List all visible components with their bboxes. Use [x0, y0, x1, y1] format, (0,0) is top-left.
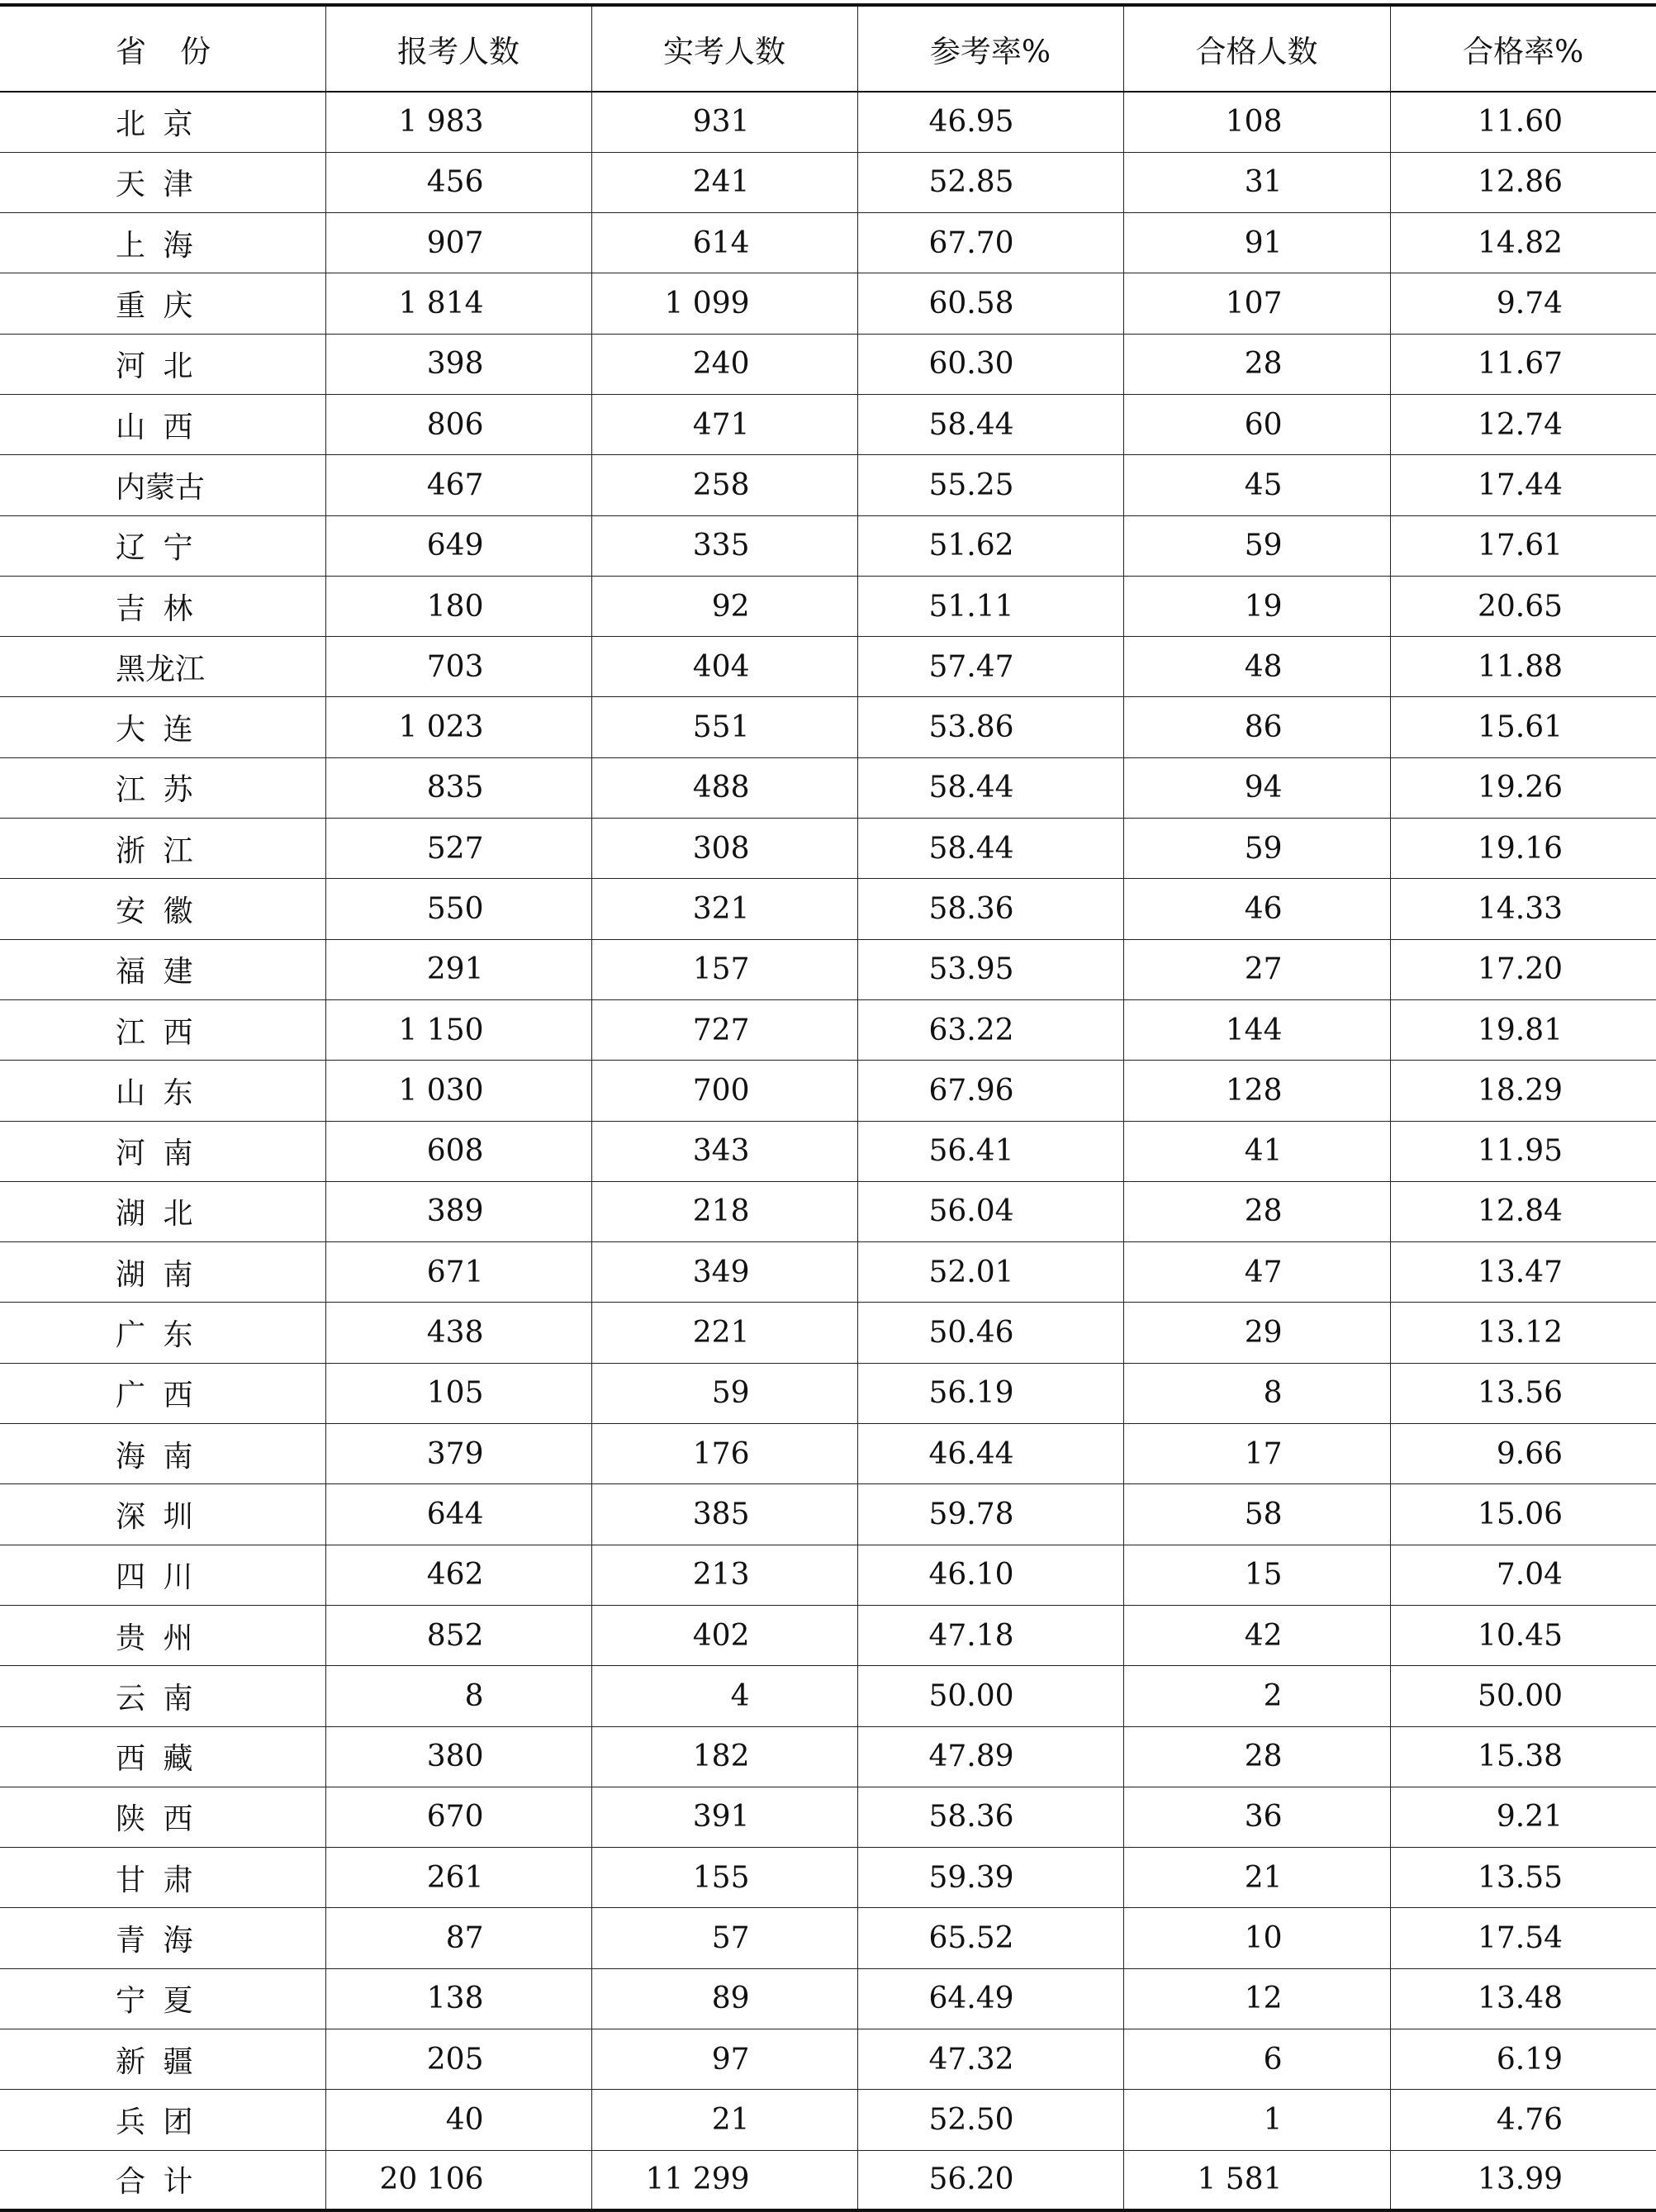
- cell-examined-count: 614: [591, 213, 857, 273]
- cell-passed-count: 59: [1123, 819, 1390, 879]
- cell-pass-rate: 12.74: [1390, 394, 1656, 454]
- header-participation-rate: 参考率%: [857, 5, 1123, 92]
- cell-province: [0, 334, 325, 394]
- cell-registered-count: 649: [325, 515, 591, 576]
- cell-passed-count: 128: [1123, 1061, 1390, 1121]
- table-row: [0, 1605, 1656, 1665]
- table-row: [0, 1484, 1656, 1545]
- header-examined-count: 实考人数: [591, 5, 857, 92]
- cell-passed-count: 15: [1123, 1545, 1390, 1605]
- cell-examined-count: 213: [591, 1545, 857, 1605]
- cell-province: [0, 92, 325, 152]
- cell-passed-count: 29: [1123, 1303, 1390, 1363]
- cell-passed-count: 94: [1123, 757, 1390, 818]
- cell-province: [0, 819, 325, 879]
- cell-passed-count: 2: [1123, 1666, 1390, 1726]
- cell-province: [0, 1545, 325, 1605]
- header-province: 省 份: [0, 5, 325, 92]
- cell-participation-rate: 59.39: [857, 1848, 1123, 1908]
- cell-registered-count: 205: [325, 2029, 591, 2090]
- cell-registered-count: 1 983: [325, 92, 591, 152]
- cell-province: [0, 1968, 325, 2029]
- cell-examined-count: 471: [591, 394, 857, 454]
- cell-registered-count: 1 150: [325, 999, 591, 1060]
- province-name: 四 川: [116, 1560, 193, 1595]
- province-name: 贵 州: [116, 1621, 193, 1655]
- cell-passed-count: 28: [1123, 1181, 1390, 1241]
- cell-participation-rate: 58.44: [857, 819, 1123, 879]
- cell-participation-rate: 46.44: [857, 1424, 1123, 1484]
- province-name: 安 徽: [116, 895, 193, 928]
- cell-examined-count: 1 099: [591, 273, 857, 334]
- cell-passed-count: 107: [1123, 273, 1390, 334]
- cell-registered-count: 671: [325, 1242, 591, 1303]
- table-row: [0, 757, 1656, 818]
- province-name: 大 连: [116, 713, 193, 748]
- cell-passed-count: 10: [1123, 1908, 1390, 1968]
- cell-pass-rate: 20.65: [1390, 576, 1656, 636]
- cell-pass-rate: 15.06: [1390, 1484, 1656, 1545]
- cell-registered-count: 87: [325, 1908, 591, 1968]
- cell-province: [0, 757, 325, 818]
- province-name: 江 苏: [116, 773, 193, 808]
- cell-examined-count: 89: [591, 1968, 857, 2029]
- cell-passed-count: 12: [1123, 1968, 1390, 2029]
- cell-participation-rate: 64.49: [857, 1968, 1123, 2029]
- exam-statistics-table: [0, 3, 1656, 2212]
- province-name: 兵 团: [116, 2105, 193, 2139]
- cell-examined-count: 385: [591, 1484, 857, 1545]
- table-row: [0, 1848, 1656, 1908]
- table-row: [0, 273, 1656, 334]
- exam-statistics-table-container: [0, 3, 1656, 2212]
- table-row: [0, 455, 1656, 515]
- province-name: 陕 西: [116, 1802, 193, 1837]
- cell-registered-count: 462: [325, 1545, 591, 1605]
- cell-participation-rate: 52.50: [857, 2090, 1123, 2150]
- cell-examined-count: 97: [591, 2029, 857, 2090]
- cell-pass-rate: 13.55: [1390, 1848, 1656, 1908]
- cell-registered-count: 291: [325, 939, 591, 999]
- cell-participation-rate: 60.30: [857, 334, 1123, 394]
- cell-registered-count: 852: [325, 1605, 591, 1665]
- cell-examined-count: 551: [591, 697, 857, 757]
- cell-participation-rate: 63.22: [857, 999, 1123, 1060]
- cell-registered-count: 456: [325, 152, 591, 212]
- cell-registered-count: 438: [325, 1303, 591, 1363]
- cell-participation-rate: 47.18: [857, 1605, 1123, 1665]
- cell-registered-count: 644: [325, 1484, 591, 1545]
- province-name: 新 疆: [116, 2044, 193, 2079]
- cell-examined-count: 402: [591, 1605, 857, 1665]
- cell-participation-rate: 67.70: [857, 213, 1123, 273]
- cell-examined-count: 349: [591, 1242, 857, 1303]
- cell-province: [0, 515, 325, 576]
- cell-examined-count: 488: [591, 757, 857, 818]
- cell-registered-count: 379: [325, 1424, 591, 1484]
- cell-participation-rate: 53.86: [857, 697, 1123, 757]
- cell-pass-rate: 13.12: [1390, 1303, 1656, 1363]
- cell-province: [0, 576, 325, 636]
- cell-passed-count: 31: [1123, 152, 1390, 212]
- cell-registered-count: 40: [325, 2090, 591, 2150]
- cell-registered-count: 550: [325, 879, 591, 939]
- table-row: [0, 637, 1656, 697]
- cell-province: [0, 1242, 325, 1303]
- cell-passed-count: 42: [1123, 1605, 1390, 1665]
- cell-examined-count: 391: [591, 1787, 857, 1847]
- cell-province: [0, 1605, 325, 1665]
- cell-examined-count: 21: [591, 2090, 857, 2150]
- cell-examined-count: 92: [591, 576, 857, 636]
- cell-examined-count: 182: [591, 1726, 857, 1787]
- province-name: 北 京: [116, 107, 193, 142]
- cell-pass-rate: 11.60: [1390, 92, 1656, 152]
- cell-province: [0, 1484, 325, 1545]
- cell-registered-count: 1 814: [325, 273, 591, 334]
- cell-pass-rate: 6.19: [1390, 2029, 1656, 2090]
- cell-province: [0, 1787, 325, 1847]
- cell-province: [0, 1303, 325, 1363]
- header-registered-count: 报考人数: [325, 5, 591, 92]
- province-name: 湖 南: [116, 1257, 193, 1292]
- cell-registered-count: 8: [325, 1666, 591, 1726]
- cell-examined-count: 157: [591, 939, 857, 999]
- cell-pass-rate: 11.67: [1390, 334, 1656, 394]
- cell-passed-count: 19: [1123, 576, 1390, 636]
- header-passed-count: 合格人数: [1123, 5, 1390, 92]
- cell-pass-rate: 19.81: [1390, 999, 1656, 1060]
- cell-passed-count: 21: [1123, 1848, 1390, 1908]
- cell-participation-rate: 50.00: [857, 1666, 1123, 1726]
- cell-participation-rate: 56.20: [857, 2150, 1123, 2210]
- cell-examined-count: 343: [591, 1121, 857, 1181]
- cell-province: [0, 697, 325, 757]
- table-row: [0, 152, 1656, 212]
- cell-pass-rate: 13.56: [1390, 1363, 1656, 1423]
- cell-participation-rate: 51.11: [857, 576, 1123, 636]
- cell-pass-rate: 19.16: [1390, 819, 1656, 879]
- province-name: 广 东: [116, 1318, 193, 1353]
- header-row: [0, 5, 1656, 92]
- cell-pass-rate: 10.45: [1390, 1605, 1656, 1665]
- cell-passed-count: 41: [1123, 1121, 1390, 1181]
- cell-province: [0, 1121, 325, 1181]
- cell-province: [0, 1061, 325, 1121]
- cell-participation-rate: 51.62: [857, 515, 1123, 576]
- cell-pass-rate: 17.61: [1390, 515, 1656, 576]
- cell-passed-count: 59: [1123, 515, 1390, 576]
- cell-participation-rate: 46.95: [857, 92, 1123, 152]
- province-name: 海 南: [116, 1439, 193, 1474]
- cell-passed-count: 91: [1123, 213, 1390, 273]
- cell-examined-count: 176: [591, 1424, 857, 1484]
- province-name: 山 东: [116, 1075, 193, 1110]
- cell-pass-rate: 15.61: [1390, 697, 1656, 757]
- province-name: 浙 江: [116, 833, 193, 868]
- province-name: 江 西: [116, 1015, 193, 1050]
- cell-pass-rate: 13.99: [1390, 2150, 1656, 2210]
- cell-examined-count: 335: [591, 515, 857, 576]
- table-row: [0, 939, 1656, 999]
- table-row: [0, 515, 1656, 576]
- province-name: 河 北: [116, 349, 193, 384]
- table-row: [0, 1968, 1656, 2029]
- header-pass-rate: 合格率%: [1390, 5, 1656, 92]
- cell-passed-count: 46: [1123, 879, 1390, 939]
- cell-passed-count: 17: [1123, 1424, 1390, 1484]
- cell-registered-count: 261: [325, 1848, 591, 1908]
- cell-province: [0, 879, 325, 939]
- table-row: [0, 1363, 1656, 1423]
- cell-pass-rate: 13.47: [1390, 1242, 1656, 1303]
- table-row: [0, 1908, 1656, 1968]
- cell-examined-count: 931: [591, 92, 857, 152]
- table-row: [0, 92, 1656, 152]
- province-name: 黑龙江: [116, 652, 206, 686]
- cell-registered-count: 105: [325, 1363, 591, 1423]
- table-row: [0, 576, 1656, 636]
- table-row: [0, 1061, 1656, 1121]
- cell-registered-count: 20 106: [325, 2150, 591, 2210]
- cell-participation-rate: 52.85: [857, 152, 1123, 212]
- province-name: 上 海: [116, 228, 193, 263]
- table-row: [0, 1121, 1656, 1181]
- cell-passed-count: 86: [1123, 697, 1390, 757]
- cell-passed-count: 47: [1123, 1242, 1390, 1303]
- cell-province: [0, 2029, 325, 2090]
- cell-province: [0, 1726, 325, 1787]
- province-name: 吉 林: [116, 591, 193, 626]
- cell-passed-count: 1 581: [1123, 2150, 1390, 2210]
- cell-examined-count: 218: [591, 1181, 857, 1241]
- cell-province: [0, 152, 325, 212]
- cell-participation-rate: 55.25: [857, 455, 1123, 515]
- province-name: 深 圳: [116, 1499, 193, 1534]
- cell-pass-rate: 11.88: [1390, 637, 1656, 697]
- cell-participation-rate: 56.19: [857, 1363, 1123, 1423]
- cell-pass-rate: 18.29: [1390, 1061, 1656, 1121]
- table-row: [0, 999, 1656, 1060]
- cell-pass-rate: 50.00: [1390, 1666, 1656, 1726]
- cell-participation-rate: 52.01: [857, 1242, 1123, 1303]
- cell-registered-count: 608: [325, 1121, 591, 1181]
- cell-province: [0, 1908, 325, 1968]
- cell-passed-count: 45: [1123, 455, 1390, 515]
- cell-province: [0, 2150, 325, 2210]
- cell-participation-rate: 47.89: [857, 1726, 1123, 1787]
- province-name: 青 海: [116, 1924, 193, 1958]
- cell-pass-rate: 17.44: [1390, 455, 1656, 515]
- cell-passed-count: 58: [1123, 1484, 1390, 1545]
- cell-participation-rate: 65.52: [857, 1908, 1123, 1968]
- cell-province: [0, 999, 325, 1060]
- cell-pass-rate: 7.04: [1390, 1545, 1656, 1605]
- cell-registered-count: 806: [325, 394, 591, 454]
- cell-pass-rate: 12.86: [1390, 152, 1656, 212]
- province-name: 辽 宁: [116, 531, 193, 566]
- province-name: 合 计: [116, 2165, 193, 2200]
- province-name: 天 津: [116, 168, 193, 202]
- province-name: 云 南: [116, 1681, 193, 1716]
- cell-participation-rate: 47.32: [857, 2029, 1123, 2090]
- table-row: [0, 819, 1656, 879]
- cell-registered-count: 835: [325, 757, 591, 818]
- table-body: [0, 92, 1656, 2210]
- cell-province: [0, 1666, 325, 1726]
- province-name: 广 西: [116, 1379, 193, 1413]
- table-row: [0, 1181, 1656, 1241]
- cell-pass-rate: 15.38: [1390, 1726, 1656, 1787]
- cell-registered-count: 389: [325, 1181, 591, 1241]
- province-name: 山 西: [116, 410, 193, 444]
- province-name: 内蒙古: [116, 470, 206, 505]
- table-row: [0, 2029, 1656, 2090]
- table-row: [0, 1666, 1656, 1726]
- table-row: [0, 394, 1656, 454]
- cell-registered-count: 138: [325, 1968, 591, 2029]
- cell-pass-rate: 17.20: [1390, 939, 1656, 999]
- cell-participation-rate: 53.95: [857, 939, 1123, 999]
- table-row: [0, 697, 1656, 757]
- cell-examined-count: 221: [591, 1303, 857, 1363]
- cell-passed-count: 1: [1123, 2090, 1390, 2150]
- cell-registered-count: 1 030: [325, 1061, 591, 1121]
- cell-pass-rate: 13.48: [1390, 1968, 1656, 2029]
- cell-examined-count: 700: [591, 1061, 857, 1121]
- cell-registered-count: 380: [325, 1726, 591, 1787]
- province-name: 湖 北: [116, 1197, 193, 1232]
- cell-participation-rate: 56.41: [857, 1121, 1123, 1181]
- cell-participation-rate: 50.46: [857, 1303, 1123, 1363]
- cell-pass-rate: 12.84: [1390, 1181, 1656, 1241]
- cell-passed-count: 28: [1123, 334, 1390, 394]
- table-header: [0, 5, 1656, 92]
- cell-examined-count: 258: [591, 455, 857, 515]
- cell-pass-rate: 14.82: [1390, 213, 1656, 273]
- table-row: [0, 213, 1656, 273]
- cell-registered-count: 527: [325, 819, 591, 879]
- cell-passed-count: 108: [1123, 92, 1390, 152]
- cell-examined-count: 240: [591, 334, 857, 394]
- cell-pass-rate: 19.26: [1390, 757, 1656, 818]
- cell-province: [0, 1363, 325, 1423]
- table-row: [0, 334, 1656, 394]
- cell-examined-count: 59: [591, 1363, 857, 1423]
- cell-province: [0, 2090, 325, 2150]
- cell-passed-count: 27: [1123, 939, 1390, 999]
- table-row: [0, 879, 1656, 939]
- province-name: 宁 夏: [116, 1984, 193, 2019]
- cell-registered-count: 1 023: [325, 697, 591, 757]
- cell-registered-count: 907: [325, 213, 591, 273]
- cell-participation-rate: 58.36: [857, 879, 1123, 939]
- cell-registered-count: 180: [325, 576, 591, 636]
- cell-pass-rate: 11.95: [1390, 1121, 1656, 1181]
- cell-registered-count: 398: [325, 334, 591, 394]
- cell-pass-rate: 9.66: [1390, 1424, 1656, 1484]
- cell-pass-rate: 4.76: [1390, 2090, 1656, 2150]
- cell-participation-rate: 46.10: [857, 1545, 1123, 1605]
- province-name: 西 藏: [116, 1742, 193, 1777]
- cell-province: [0, 273, 325, 334]
- cell-participation-rate: 67.96: [857, 1061, 1123, 1121]
- cell-province: [0, 939, 325, 999]
- cell-passed-count: 144: [1123, 999, 1390, 1060]
- cell-pass-rate: 14.33: [1390, 879, 1656, 939]
- cell-examined-count: 727: [591, 999, 857, 1060]
- table-row: [0, 1242, 1656, 1303]
- cell-pass-rate: 17.54: [1390, 1908, 1656, 1968]
- cell-passed-count: 60: [1123, 394, 1390, 454]
- cell-examined-count: 57: [591, 1908, 857, 1968]
- table-row: [0, 1303, 1656, 1363]
- table-row: [0, 2090, 1656, 2150]
- province-name: 重 庆: [116, 289, 193, 324]
- table-row: [0, 1787, 1656, 1847]
- cell-province: [0, 1848, 325, 1908]
- province-name: 甘 肃: [116, 1863, 193, 1897]
- table-row: [0, 1545, 1656, 1605]
- cell-participation-rate: 58.44: [857, 394, 1123, 454]
- cell-participation-rate: 58.44: [857, 757, 1123, 818]
- cell-passed-count: 28: [1123, 1726, 1390, 1787]
- table-row: [0, 1424, 1656, 1484]
- cell-registered-count: 670: [325, 1787, 591, 1847]
- cell-participation-rate: 56.04: [857, 1181, 1123, 1241]
- cell-examined-count: 241: [591, 152, 857, 212]
- cell-province: [0, 637, 325, 697]
- table-row: [0, 1726, 1656, 1787]
- cell-examined-count: 155: [591, 1848, 857, 1908]
- cell-province: [0, 1181, 325, 1241]
- cell-participation-rate: 57.47: [857, 637, 1123, 697]
- cell-registered-count: 703: [325, 637, 591, 697]
- cell-examined-count: 308: [591, 819, 857, 879]
- cell-examined-count: 4: [591, 1666, 857, 1726]
- province-name: 河 南: [116, 1137, 193, 1171]
- province-name: 福 建: [116, 955, 193, 990]
- cell-passed-count: 48: [1123, 637, 1390, 697]
- cell-participation-rate: 59.78: [857, 1484, 1123, 1545]
- total-row: [0, 2150, 1656, 2210]
- cell-province: [0, 1424, 325, 1484]
- cell-province: [0, 394, 325, 454]
- cell-examined-count: 11 299: [591, 2150, 857, 2210]
- cell-pass-rate: 9.74: [1390, 273, 1656, 334]
- cell-examined-count: 321: [591, 879, 857, 939]
- cell-province: [0, 213, 325, 273]
- cell-examined-count: 404: [591, 637, 857, 697]
- cell-province: [0, 455, 325, 515]
- cell-passed-count: 36: [1123, 1787, 1390, 1847]
- cell-participation-rate: 60.58: [857, 273, 1123, 334]
- cell-pass-rate: 9.21: [1390, 1787, 1656, 1847]
- cell-passed-count: 8: [1123, 1363, 1390, 1423]
- cell-participation-rate: 58.36: [857, 1787, 1123, 1847]
- cell-registered-count: 467: [325, 455, 591, 515]
- cell-passed-count: 6: [1123, 2029, 1390, 2090]
